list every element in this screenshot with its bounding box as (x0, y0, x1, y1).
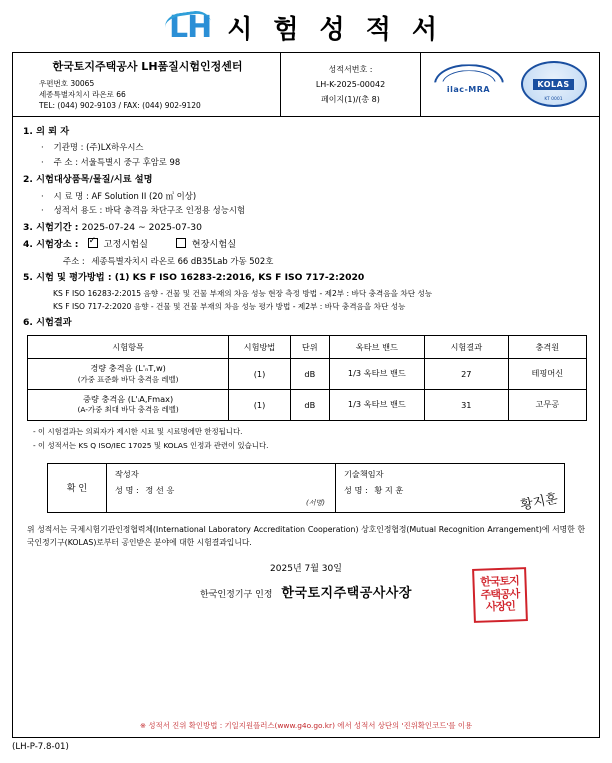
issuer-contact-line: TEL: (044) 902-9103 / FAX: (044) 902-9120 (39, 100, 201, 110)
manager-name-value: 황 지 훈 (374, 484, 404, 495)
item-1-sub: (가중 표준화 바닥 충격음 레벨) (77, 374, 179, 384)
section-3-number: 3. (23, 222, 33, 234)
results-table (27, 335, 587, 421)
signature-manager-cell (336, 464, 564, 512)
cell-method-2: (1) (229, 389, 290, 420)
page-number-value: 페이지(1)/(총 8) (321, 94, 380, 104)
test-method-detail-2: KS F ISO 717-2:2020 음향 - 건물 및 건물 부재의 차음 성능 평가 방법 - 제2부 : 바닥 충격음을 차단 성능 (53, 301, 406, 311)
col-header-unit: 단위 (290, 336, 329, 359)
issuer-info-table (13, 53, 599, 117)
certificate-number-value: LH-K-2025-00042 (315, 79, 386, 89)
fixed-lab-checkbox[interactable] (88, 238, 98, 248)
item-2-main: 중량 충격음 (L'ᵢA,Fmax) (83, 393, 174, 404)
manager-role: 기술책임자 (344, 468, 384, 479)
table-row (28, 389, 587, 420)
page-title: 시 험 성 적 서 (227, 14, 444, 45)
test-location-address-label: 주소 : (63, 255, 85, 266)
section-2-title: 시험대상품목/물질/시료 설명 (36, 173, 153, 185)
issuer-prefix: 한국인정기구 인정 (200, 590, 273, 601)
col-header-result: 시험결과 (424, 336, 508, 359)
cell-source-2: 고무공 (508, 389, 586, 420)
cell-result-2: 31 (424, 389, 508, 420)
section-4-title: 시험장소 : (36, 238, 79, 250)
cell-item-2 (28, 389, 229, 420)
section-6-number: 6. (23, 317, 33, 329)
section-test-results (23, 316, 589, 330)
cert-purpose-value: 바닥 충격음 차단구조 인정용 성능시험 (104, 205, 246, 216)
cell-method-1: (1) (229, 359, 290, 390)
issue-date: 2025년 7월 30일 (270, 564, 342, 575)
section-2-number: 2. (23, 173, 33, 185)
cell-unit-2: dB (290, 389, 329, 420)
test-location-address-value: 세종특별자치시 라온로 66 dB35Lab 가동 502호 (91, 255, 274, 266)
issuer-name: 한국토지주택공사사장 (281, 586, 412, 602)
accreditation-marks (421, 53, 599, 116)
section-4-number: 4. (23, 238, 33, 250)
col-header-item: 시험항목 (28, 336, 229, 359)
author-seal-mark: (서명) (306, 498, 325, 507)
test-period-value: 2025-07-24 ~ 2025-07-30 (81, 222, 202, 234)
lh-logo-text: LH (168, 9, 212, 45)
cell-band-1: 1/3 옥타브 밴드 (329, 359, 424, 390)
certificate-number-label: 성적서번호 : (328, 64, 373, 74)
item-1-main: 경량 충격음 (L'ₙT,w) (90, 363, 166, 374)
cell-band-2: 1/3 옥타브 밴드 (329, 389, 424, 420)
certificate-number-cell (281, 53, 421, 116)
cell-unit-1: dB (290, 359, 329, 390)
ilac-mra-icon (434, 64, 504, 104)
signature-box (47, 463, 565, 513)
form-code: (LH-P-7.8-01) (12, 742, 69, 752)
document-frame (12, 52, 600, 738)
accreditation-statement: 위 성적서는 국제시험기관인정협력체(International Laboratory Accreditation Cooperation) 상호인정협정(Mutual Recognition Arrangement)에 서명한 한국인정기구(KOLAS)로부터 공인받은 분야에 대한 시험결과입니다. (27, 524, 585, 548)
manager-signature-icon: 황지훈 (519, 491, 560, 514)
author-role: 작성자 (115, 468, 139, 479)
col-header-method: 시험방법 (229, 336, 290, 359)
document-body (13, 117, 599, 330)
section-3-title: 시험기간 : (36, 222, 79, 234)
table-row (28, 359, 587, 390)
col-header-source: 충격원 (508, 336, 586, 359)
signature-author-cell (107, 464, 336, 512)
section-sample: 2. 시험대상품목/물질/시료 설명 · 시 료 명 : AF Solution II (20 ㎥ 이상) · 성적서 용도 : 바닥 충격음 차단구조 인정용 성능시험 (23, 173, 589, 218)
section-test-method (23, 271, 589, 313)
official-seal-icon: 한국토지주택공사사장인 (472, 567, 528, 623)
client-org-label: 기관명 (53, 142, 78, 153)
footnote-1: - 이 시험결과는 의뢰자가 제시한 시료 및 시료명에만 한정됩니다. (33, 426, 243, 436)
section-1-number: 1. (23, 125, 33, 137)
sample-name-label: 시 료 명 (53, 190, 84, 201)
issuer-address-line-1: 우편번호 30065 (39, 79, 95, 88)
author-name-value: 정 선 응 (145, 484, 175, 495)
verification-note: ※ 성적서 진위 확인방법 : 기일지원플러스(www.g4o.go.kr) 에서 성적서 상단의 '진위확인코드'를 이용 (139, 721, 473, 730)
client-address-label: 주 소 (53, 157, 73, 168)
cell-source-1: 테핑머신 (508, 359, 586, 390)
issuer-organization: 한국토지주택공사 LH품질시험인정센터 (52, 60, 243, 73)
section-6-title: 시험결과 (36, 317, 72, 329)
section-5-number: 5. (23, 271, 33, 283)
certificate-page (0, 4, 612, 763)
confirm-label: 확 인 (48, 464, 107, 512)
footnote-2: - 이 성적서는 KS Q ISO/IEC 17025 및 KOLAS 인정과 관련이 있습니다. (33, 440, 269, 450)
issuer-info-cell (13, 53, 281, 116)
kolas-icon (521, 61, 587, 107)
section-5-title: 시험 및 평가방법 : (1) KS F ISO 16283-2:2016, KS F ISO 717-2:2020 (36, 271, 365, 283)
field-lab-checkbox[interactable] (176, 238, 186, 248)
col-header-band: 옥타브 밴드 (329, 336, 424, 359)
field-lab-label: 현장시험실 (191, 238, 237, 250)
test-method-detail-1: KS F ISO 16283-2:2015 음향 - 건물 및 건물 부재의 차음 성능 현장 측정 방법 - 제2부 : 바닥 충격음을 차단 성능 (53, 288, 433, 298)
cert-purpose-label: 성적서 용도 (53, 205, 97, 216)
client-address-value: 서울특별시 중구 후암로 98 (80, 157, 181, 168)
fixed-lab-label: 고정시험실 (103, 238, 148, 250)
kolas-number: KT 0001 (544, 97, 563, 103)
manager-name-label: 성 명 : (344, 484, 368, 495)
cell-result-1: 27 (424, 359, 508, 390)
ilac-mra-label: ilac-MRA (446, 84, 491, 94)
section-1-title: 의 뢰 자 (36, 125, 70, 137)
lh-logo-icon (169, 10, 215, 45)
section-test-period (23, 221, 589, 235)
sample-name-value: AF Solution II (20 ㎥ 이상) (91, 190, 197, 201)
issuer-address-line-2: 세종특별자치시 라온로 66 (39, 89, 126, 99)
document-header (0, 4, 612, 50)
kolas-label: KOLAS (533, 79, 573, 90)
section-test-location (23, 238, 589, 268)
author-name-label: 성 명 : (115, 484, 139, 495)
section-client: 1. 의 뢰 자 · 기관명 : (주)LX하우시스 · 주 소 : 서울특별시 중구 후암로 98 (23, 125, 589, 170)
issuer-line (13, 574, 599, 615)
item-2-sub: (A-가중 최대 바닥 충격음 레벨) (77, 405, 179, 415)
cell-item-1 (28, 359, 229, 390)
table-header-row (28, 336, 587, 359)
client-org-value: (주)LX하우시스 (86, 142, 144, 153)
